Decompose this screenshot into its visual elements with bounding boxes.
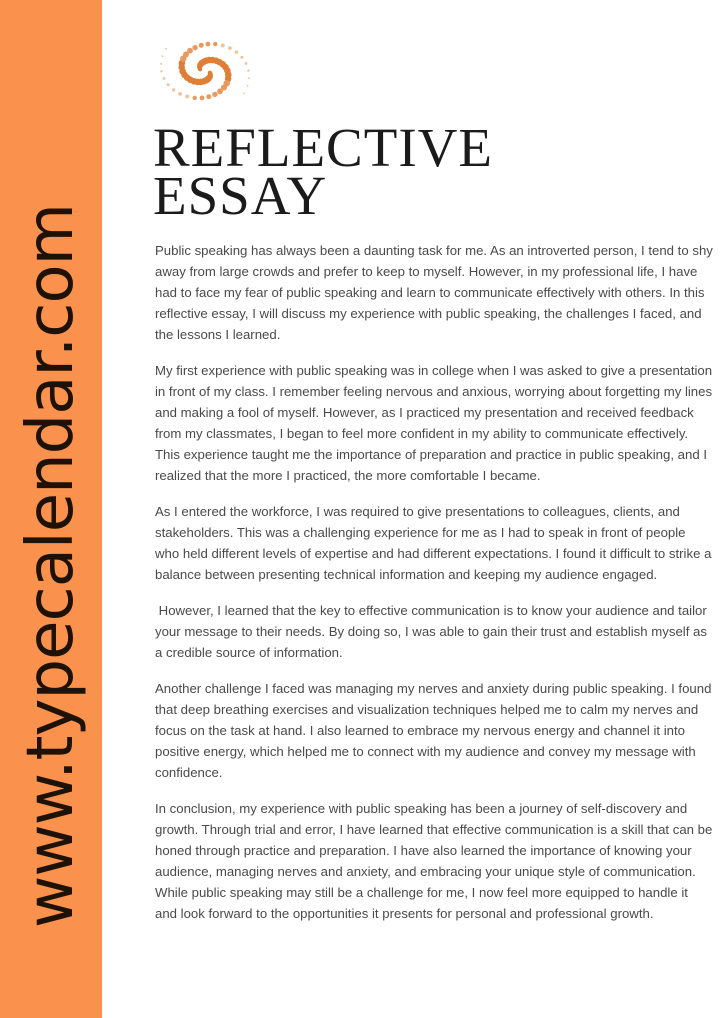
sidebar — [0, 0, 102, 1018]
website-url-vertical-text: www.typecalendar.com — [14, 204, 88, 928]
essay-paragraph-3: As I entered the workforce, I was required to give presentations to colleagues, clients, and stakeholders. This was a challenging experience for me as I had to speak in front of people who held different levels of expertise and had different expectations. I found it difficult to strike a balance between presenting technical information and keeping my audience engaged. — [155, 504, 716, 582]
essay-paragraph-6: In conclusion, my experience with public speaking has been a journey of self-discovery and growth. Through trial and error, I have learned that effective communication is a skill that can be honed through practice and preparation. I have also learned the importance of knowing your audience, managing nerves and anxiety, and embracing your unique style of communication. While public speaking may still be a challenge for me, I now feel more equipped to handle it and look forward to the opportunities it presents for personal and professional growth. — [155, 801, 717, 921]
essay-text — [155, 240, 717, 924]
document-body — [102, 0, 720, 1018]
essay-paragraph-4: However, I learned that the key to effective communication is to know your audience and tailor your message to their needs. By doing so, I was able to gain their trust and establish myself as a credible source of information. — [155, 603, 711, 660]
title-line-2: ESSAY — [153, 165, 328, 226]
essay-paragraph-2: My first experience with public speaking was in college when I was asked to give a presentation in front of my class. I remember feeling nervous and anxious, worrying about forgetting my lines and making a fool of myself. However, as I practiced my presentation and received feedback from my classmates, I began to feel more confident in my ability to communicate effectively. This experience taught me the importance of preparation and practice in public speaking, and I realized that the more I practiced, the more comfortable I became. — [155, 363, 716, 483]
title-line-1: REFLECTIVE — [153, 117, 493, 178]
spiral-dots-logo-icon — [150, 28, 260, 116]
essay-paragraph-1: Public speaking has always been a daunting task for me. As an introverted person, I tend to shy away from large crowds and prefer to keep to myself. However, in my professional life, I have had to face my fear of public speaking and learn to communicate effectively with others. In this reflective essay, I will discuss my experience with public speaking, the challenges I faced, and the lessons I learned. — [155, 243, 717, 342]
page-title — [153, 117, 493, 226]
essay-paragraph-5: Another challenge I faced was managing my nerves and anxiety during public speaking. I found that deep breathing exercises and visualization techniques helped me to calm my nerves and focus on the task at hand. I also learned to embrace my nervous energy and channel it into positive energy, which helped me to connect with my audience and convey my message with confidence. — [155, 681, 716, 780]
